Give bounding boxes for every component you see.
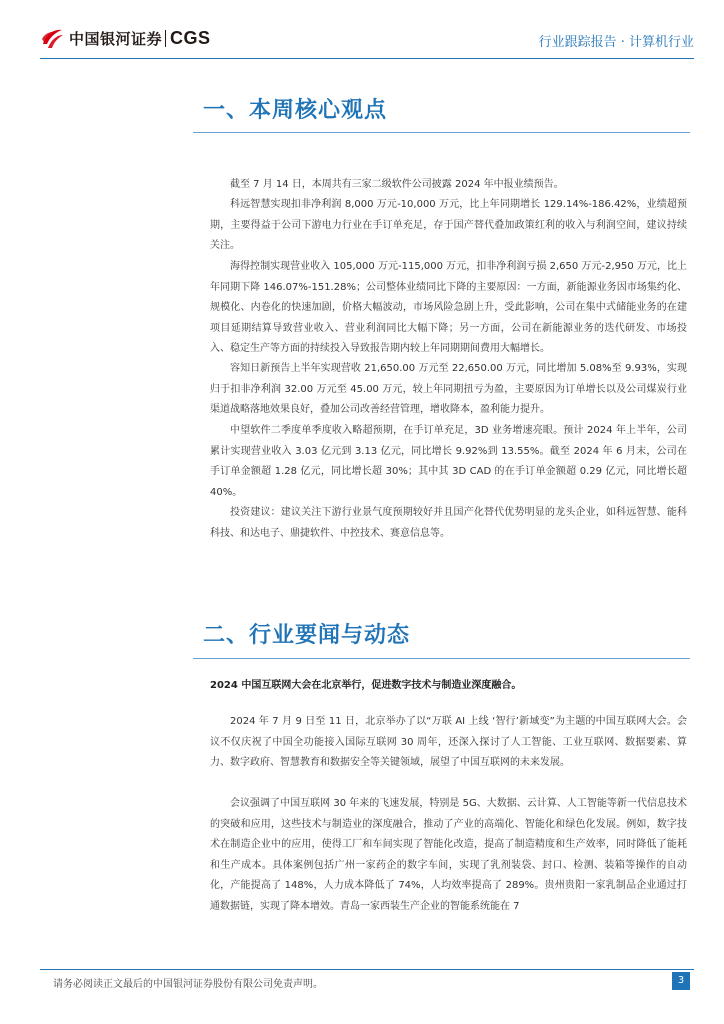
brand-divider bbox=[165, 30, 166, 47]
section-divider-1 bbox=[193, 132, 690, 133]
paragraph-zwrj: 中望软件二季度单季度收入略超预期，在手订单充足，3D 业务增速亮眼。预计 2024 年上半年，公司累计实现营业收入 3.03 亿元到 3.13 亿元，同比增长 9.92%到 13.55%。截至 2024 年 6 月末，公司在手订单金额超 1.28 亿元，同比增长超 30%；其中其 3D CAD 的在手订单金额超 0.29 亿元，同比增长超 40%。 bbox=[210, 425, 687, 498]
page-header bbox=[0, 0, 724, 60]
paragraph-kyzh: 科远智慧实现扣非净利润 8,000 万元-10,000 万元，比上年同期增长 129.14%-186.42%，业绩超预期，主要得益于公司下游电力行业在手订单充足，存于国产替代叠加政策红利的收入与利润空间，建议持续关注。 bbox=[210, 199, 687, 251]
section-divider-2 bbox=[193, 658, 690, 659]
footer-divider bbox=[40, 969, 694, 970]
brand-name-cn: 中国银河证券 bbox=[69, 29, 163, 48]
paragraph-intro: 截至 7 月 14 日，本周共有三家二级软件公司披露 2024 年中报业绩预告。 bbox=[230, 179, 564, 190]
page-footer bbox=[0, 960, 724, 1024]
news-headline: 2024 中国互联网大会在北京举行，促进数字技术与制造业深度融合。 bbox=[210, 680, 522, 691]
paragraph-hdkz: 海得控制实现营业收入 105,000 万元-115,000 万元，扣非净利润亏损 2,650 万元-2,950 万元，比上年同期下降 146.07%-151.28%；公司整体业绩同比下降的主要原因：一方面，新能源业务因市场集约化、规模化、内卷化的快速加剧，价格大幅波动，市场风险急剧上升，受此影响，公司在集中式储能业务的在建项目延期结算导致营业收入、营业利润同比大幅下降；另一方面，公司在新能源业务的迭代研发、市场投入、稳定生产等方面的持续投入导致报告期内较上年同期期间费用大幅增长。 bbox=[210, 261, 687, 354]
report-category: 行业跟踪报告 · 计算机行业 bbox=[538, 35, 694, 50]
paragraph-manufacturing: 会议强调了中国互联网 30 年来的飞速发展，特别是 5G、大数据、云计算、人工智能等新一代信息技术的突破和应用，这些技术与制造业的深度融合，推动了产业的高端化、智能化和绿色化发展。例如，数字技术在制造企业中的应用，使得工厂和车间实现了智能化改造，提高了制造精度和生产效率，同时降低了能耗和生产成本。具体案例包括广州一家药企的数字车间，实现了乳剂装袋、封口、检测、装箱等操作的自动化，产能提高了 148%，人力成本降低了 74%，人均效率提高了 289%。贵州贵阳一家乳制品企业通过打通数据链，实现了降本增效。青岛一家西装生产企业的智能系统能在 7 bbox=[210, 798, 687, 912]
page-number: 3 bbox=[672, 972, 690, 990]
paragraph-investment-advice: 投资建议：建议关注下游行业景气度预期较好并且国产化替代优势明显的龙头企业，如科远智慧、能科科技、和达电子、鼎捷软件、中控技术、赛意信息等。 bbox=[210, 507, 687, 539]
cgs-logo bbox=[40, 26, 211, 50]
brand-name-en: CGS bbox=[170, 27, 211, 48]
disclaimer-text: 请务必阅读正文最后的中国银河证券股份有限公司免责声明。 bbox=[53, 979, 323, 990]
section-title-industry-news: 二、行业要闻与动态 bbox=[203, 623, 411, 648]
paragraph-rzrx: 容知日新预告上半年实现营收 21,650.00 万元至 22,650.00 万元，同比增加 5.08%至 9.93%，实现归于扣非净利润 32.00 万元至 45.00 万元，较上年同期扭亏为盈，主要原因为订单增长以及公司煤炭行业渠道战略落地效果良好，叠加公司改善经营管理，增收降本，盈利能力提升。 bbox=[210, 363, 687, 415]
galaxy-logo-icon bbox=[40, 26, 64, 50]
section-title-core-views: 一、本周核心观点 bbox=[203, 98, 388, 123]
paragraph-conference: 2024 年 7 月 9 日至 11 日，北京举办了以“万联 AI 上线 ‘智行’新域变”为主题的中国互联网大会。会议不仅庆祝了中国全功能接入国际互联网 30 周年，还深入探讨了人工智能、工业互联网、数据要素、算力、数字政府、智慧教育和数据安全等关键领域，展望了中国互联网的未来发展。 bbox=[210, 716, 687, 768]
header-divider bbox=[40, 58, 694, 59]
